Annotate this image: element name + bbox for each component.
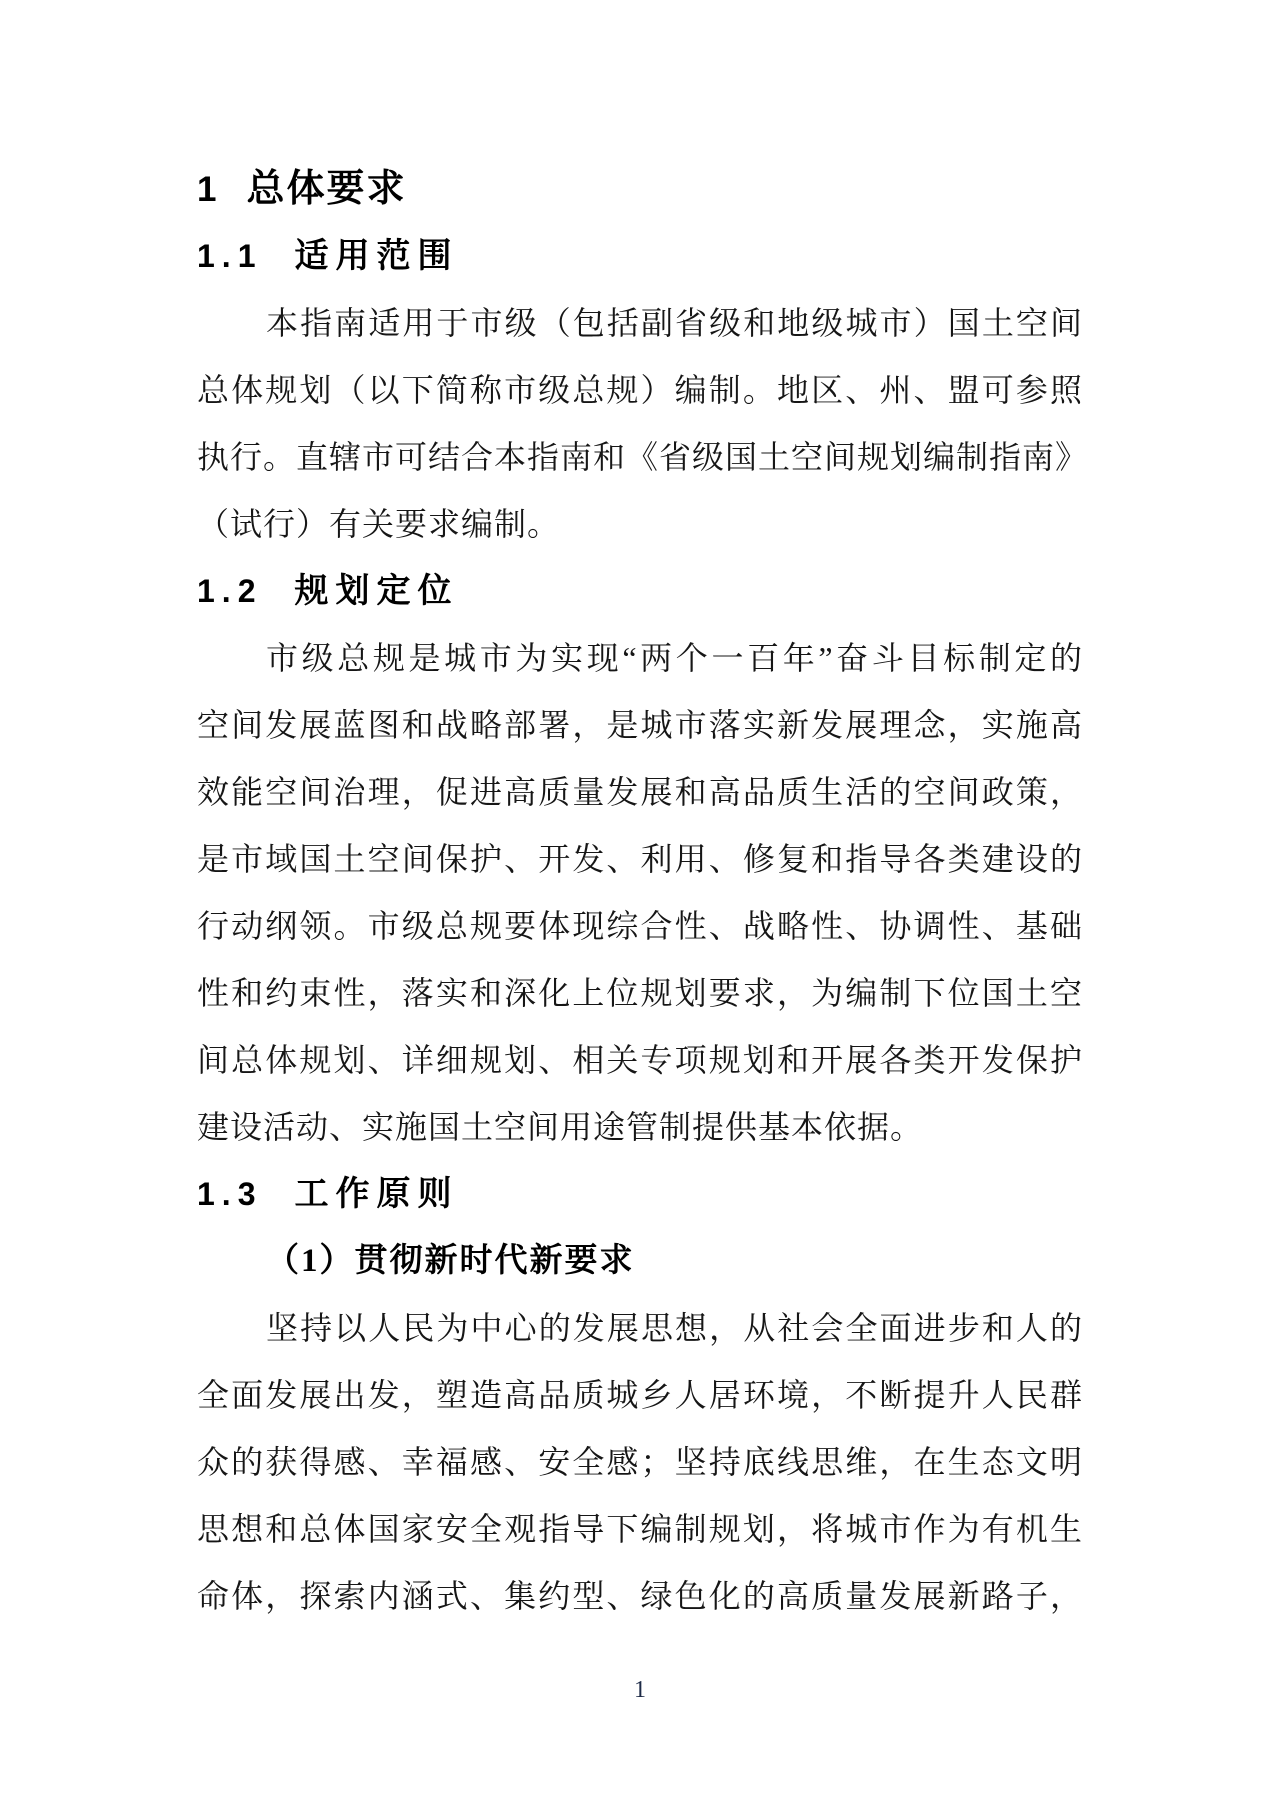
paragraph-line: 行动纲领。市级总规要体现综合性、战略性、协调性、基础 (197, 908, 1083, 944)
paragraph-line: 众的获得感、幸福感、安全感；坚持底线思维，在生态文明 (197, 1444, 1083, 1480)
paragraph-line: 性和约束性，落实和深化上位规划要求，为编制下位国土空 (197, 975, 1083, 1011)
paragraph-line: 执行。直辖市可结合本指南和《省级国土空间规划编制指南》 (197, 439, 1089, 475)
section-title: 工作原则 (294, 1176, 459, 1213)
section-number: 1.3 (197, 1176, 263, 1212)
paragraph-line: 效能空间治理，促进高质量发展和高品质生活的空间政策， (197, 774, 1083, 810)
paragraph-line: 空间发展蓝图和战略部署，是城市落实新发展理念，实施高 (197, 707, 1083, 743)
section-heading-1-1 (197, 223, 1083, 290)
chapter-title: 总体要求 (246, 168, 407, 210)
paragraph-line: 思想和总体国家安全观指导下编制规划，将城市作为有机生 (197, 1511, 1083, 1547)
section-number: 1.2 (197, 573, 263, 609)
paragraph-line: 是市域国土空间保护、开发、利用、修复和指导各类建设的 (197, 841, 1083, 877)
page-number: 1 (634, 1677, 646, 1703)
paragraph-line: 本指南适用于市级（包括副省级和地级城市）国土空间 (266, 305, 1083, 341)
paragraph-line: 间总体规划、详细规划、相关专项规划和开展各类开发保护 (197, 1042, 1083, 1078)
paragraph-line: （试行）有关要求编制。 (197, 506, 561, 542)
chapter-heading (197, 156, 1083, 223)
paragraph-line: 市级总规是城市为实现“两个一百年”奋斗目标制定的 (266, 640, 1083, 676)
chapter-number: 1 (197, 170, 219, 209)
paragraph-line: 建设活动、实施国土空间用途管制提供基本依据。 (197, 1109, 924, 1145)
section-title: 适用范围 (294, 238, 459, 275)
section-heading-1-2 (197, 558, 1083, 625)
paragraph-line: 坚持以人民为中心的发展思想，从社会全面进步和人的 (266, 1310, 1083, 1346)
document-content (197, 156, 1089, 1630)
paragraph-line: 全面发展出发，塑造高品质城乡人居环境，不断提升人民群 (197, 1377, 1083, 1413)
paragraph-line: 总体规划（以下简称市级总规）编制。地区、州、盟可参照 (197, 372, 1083, 408)
section-heading-1-3 (197, 1161, 1083, 1228)
subsection-heading: （1）贯彻新时代新要求 (266, 1243, 635, 1279)
paragraph-line: 命体，探索内涵式、集约型、绿色化的高质量发展新路子， (197, 1578, 1083, 1614)
section-title: 规划定位 (294, 573, 459, 610)
section-number: 1.1 (197, 238, 263, 274)
